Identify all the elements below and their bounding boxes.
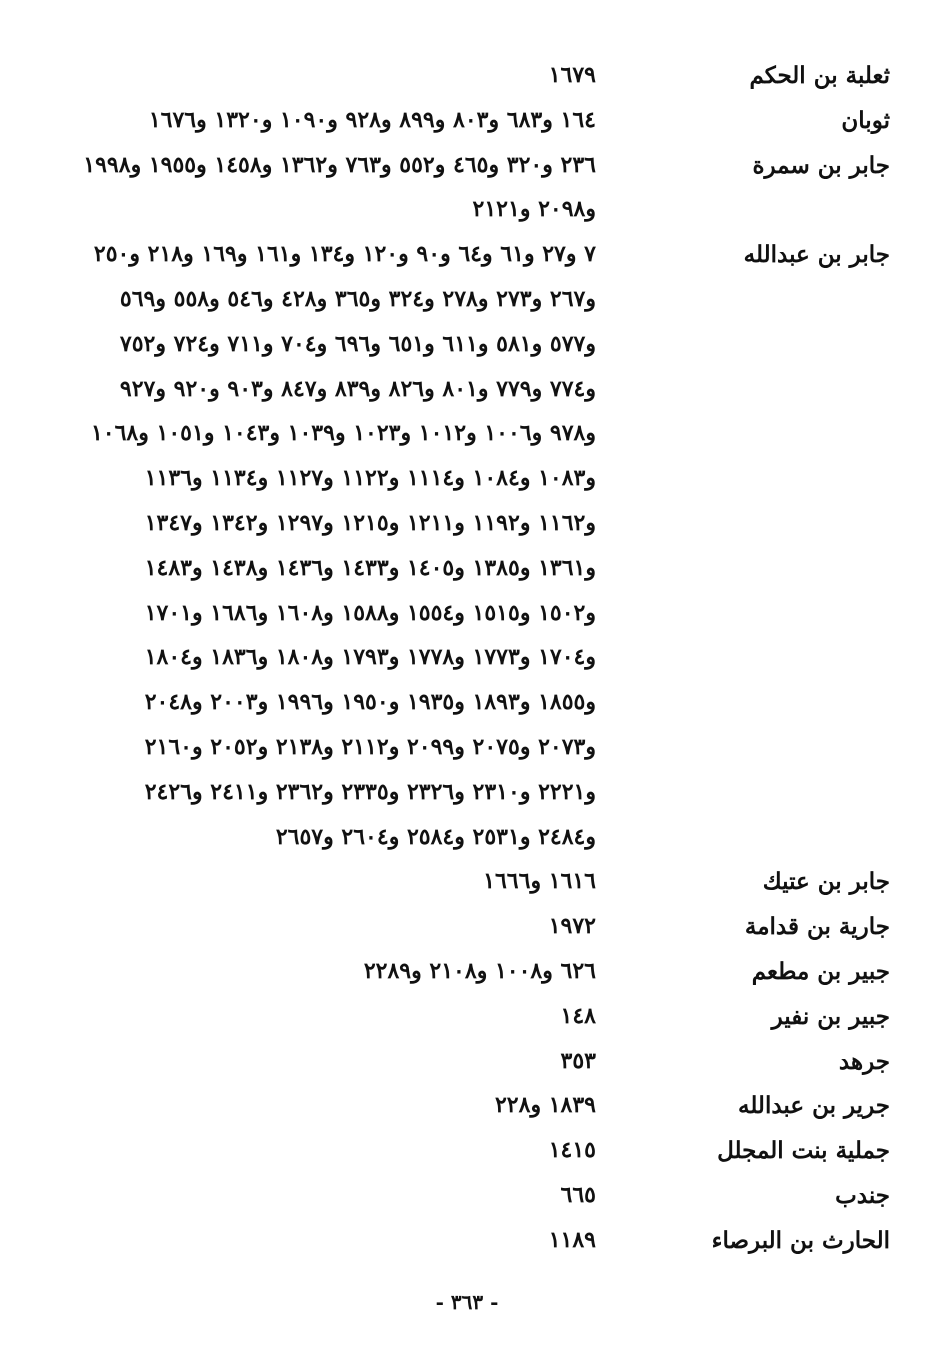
hadith-numbers: و١٠٨٣ و١٠٨٤ و١١١٤ و١١٢٢ و١١٢٧ و١١٣٤ و١١٣٦ [144,465,596,492]
page-number: - ٣٦٣ - [435,1290,499,1314]
index-row [0,818,934,863]
hadith-numbers: ١٤٨ [560,1002,596,1029]
hadith-numbers: و٢٠٧٣ و٢٠٧٥ و٢٠٩٩ و٢١١٢ و٢١٣٨ و٢٠٥٢ و٢١٦٠ [144,733,596,760]
index-row [0,862,934,907]
name-index-list [0,56,934,1266]
index-row [0,56,934,101]
hadith-numbers: ١٨٣٩ و٢٢٨ [494,1092,596,1119]
index-row [0,549,934,594]
hadith-numbers: و٩٧٨ و١٠٠٦ و١٠١٢ و١٠٢٣ و١٠٣٩ و١٠٤٣ و١٠٥١ و١٠٦٨ [90,420,596,447]
hadith-numbers: و١٥٠٢ و١٥١٥ و١٥٥٤ و١٥٨٨ و١٦٠٨ و١٦٨٦ و١٧٠١ [144,599,596,626]
index-row [0,1221,934,1266]
narrator-name: جرهد [838,1047,890,1075]
index-row [0,146,934,191]
index-row [0,235,934,280]
index-row [0,952,934,997]
index-row [0,370,934,415]
hadith-numbers: و٥٧٧ و٥٨١ و٦١١ و٦٥١ و٦٩٦ و٧٠٤ و٧١١ و٧٢٤ و٧٥٢ [119,330,596,357]
index-row [0,638,934,683]
index-row [0,728,934,773]
hadith-numbers: و٢٤٨٤ و٢٥٣١ و٢٥٨٤ و٢٦٠٤ و٢٦٥٧ [275,823,596,850]
hadith-numbers: و١٨٥٥ و١٨٩٣ و١٩٣٥ و١٩٥٠ و١٩٩٦ و٢٠٠٣ و٢٠٤٨ [144,689,596,716]
index-row [0,325,934,370]
hadith-numbers: و١٧٠٤ و١٧٧٣ و١٧٧٨ و١٧٩٣ و١٨٠٨ و١٨٣٦ و١٨٠٤ [144,644,596,671]
index-row [0,1176,934,1221]
hadith-numbers: و٢٢٢١ و٢٣١٠ و٢٣٢٦ و٢٣٣٥ و٢٣٦٢ و٢٤١١ و٢٤٢٦ [144,778,596,805]
index-row [0,1042,934,1087]
hadith-numbers: ١٦١٦ و١٦٦٦ [483,868,596,895]
index-row [0,683,934,728]
narrator-name: جابر بن عبدالله [743,241,890,269]
index-row [0,594,934,639]
hadith-numbers: ٣٥٣ [560,1047,596,1074]
hadith-numbers: ١٦٤ و٦٨٣ و٨٠٣ و٨٩٩ و٩٢٨ و١٠٩٠ و١٣٢٠ و١٦٧٦ [148,106,596,133]
narrator-name: جارية بن قدامة [744,913,890,941]
hadith-numbers: ٢٣٦ و٣٢٠ و٤٦٥ و٥٥٢ و٧٦٣ و١٣٦٢ و١٤٥٨ و١٩٥٥ و١٩٩٨ [83,151,596,178]
index-row [0,1131,934,1176]
hadith-numbers: ١٤١٥ [548,1137,596,1164]
narrator-name: جابر بن سمرة [752,151,890,179]
narrator-name: جملية بنت المجلل [717,1137,890,1165]
narrator-name: جبير بن نفير [771,1002,890,1030]
index-row [0,1086,934,1131]
index-row [0,190,934,235]
hadith-numbers: و٢٦٧ و٢٧٣ و٢٧٨ و٣٢٤ و٣٦٥ و٤٢٨ و٥٤٦ و٥٥٨ و٥٦٩ [119,285,596,312]
hadith-numbers: و٧٧٤ و٧٧٩ و٨٠١ و٨٢٦ و٨٣٩ و٨٤٧ و٩٠٣ و٩٢٠ و٩٢٧ [119,375,596,402]
narrator-name: الحارث بن البرصاء [711,1226,890,1254]
index-row [0,459,934,504]
narrator-name: جرير بن عبدالله [737,1092,890,1120]
hadith-numbers: ١٩٧٢ [548,913,596,940]
index-row [0,907,934,952]
hadith-numbers: و٢٠٩٨ و٢١٢١ [472,196,596,223]
narrator-name: جابر بن عتيك [762,868,890,896]
index-row [0,504,934,549]
narrator-name: ثوبان [841,106,890,134]
index-row [0,101,934,146]
narrator-name: جندب [835,1181,890,1209]
index-row [0,997,934,1042]
hadith-numbers: و١٣٦١ و١٣٨٥ و١٤٠٥ و١٤٣٣ و١٤٣٦ و١٤٣٨ و١٤٨٣ [144,554,596,581]
hadith-numbers: ١٦٧٩ [548,62,596,88]
index-row [0,280,934,325]
hadith-numbers: ٧ و٢٧ و٦١ و٦٤ و٩٠ و١٢٠ و١٣٤ و١٦١ و١٦٩ و٢١٨ و٢٥٠ [93,241,596,268]
hadith-numbers: ١١٨٩ [548,1226,596,1253]
hadith-numbers: ٦٢٦ و١٠٠٨ و٢١٠٨ و٢٢٨٩ [363,957,596,984]
hadith-numbers: ٦٦٥ [560,1181,596,1208]
index-row [0,773,934,818]
hadith-numbers: و١١٦٢ و١١٩٢ و١٢١١ و١٢١٥ و١٢٩٧ و١٣٤٢ و١٣٤٧ [144,509,596,536]
narrator-name: جبير بن مطعم [751,957,890,985]
index-row [0,414,934,459]
narrator-name: ثعلبة بن الحكم [749,62,890,89]
